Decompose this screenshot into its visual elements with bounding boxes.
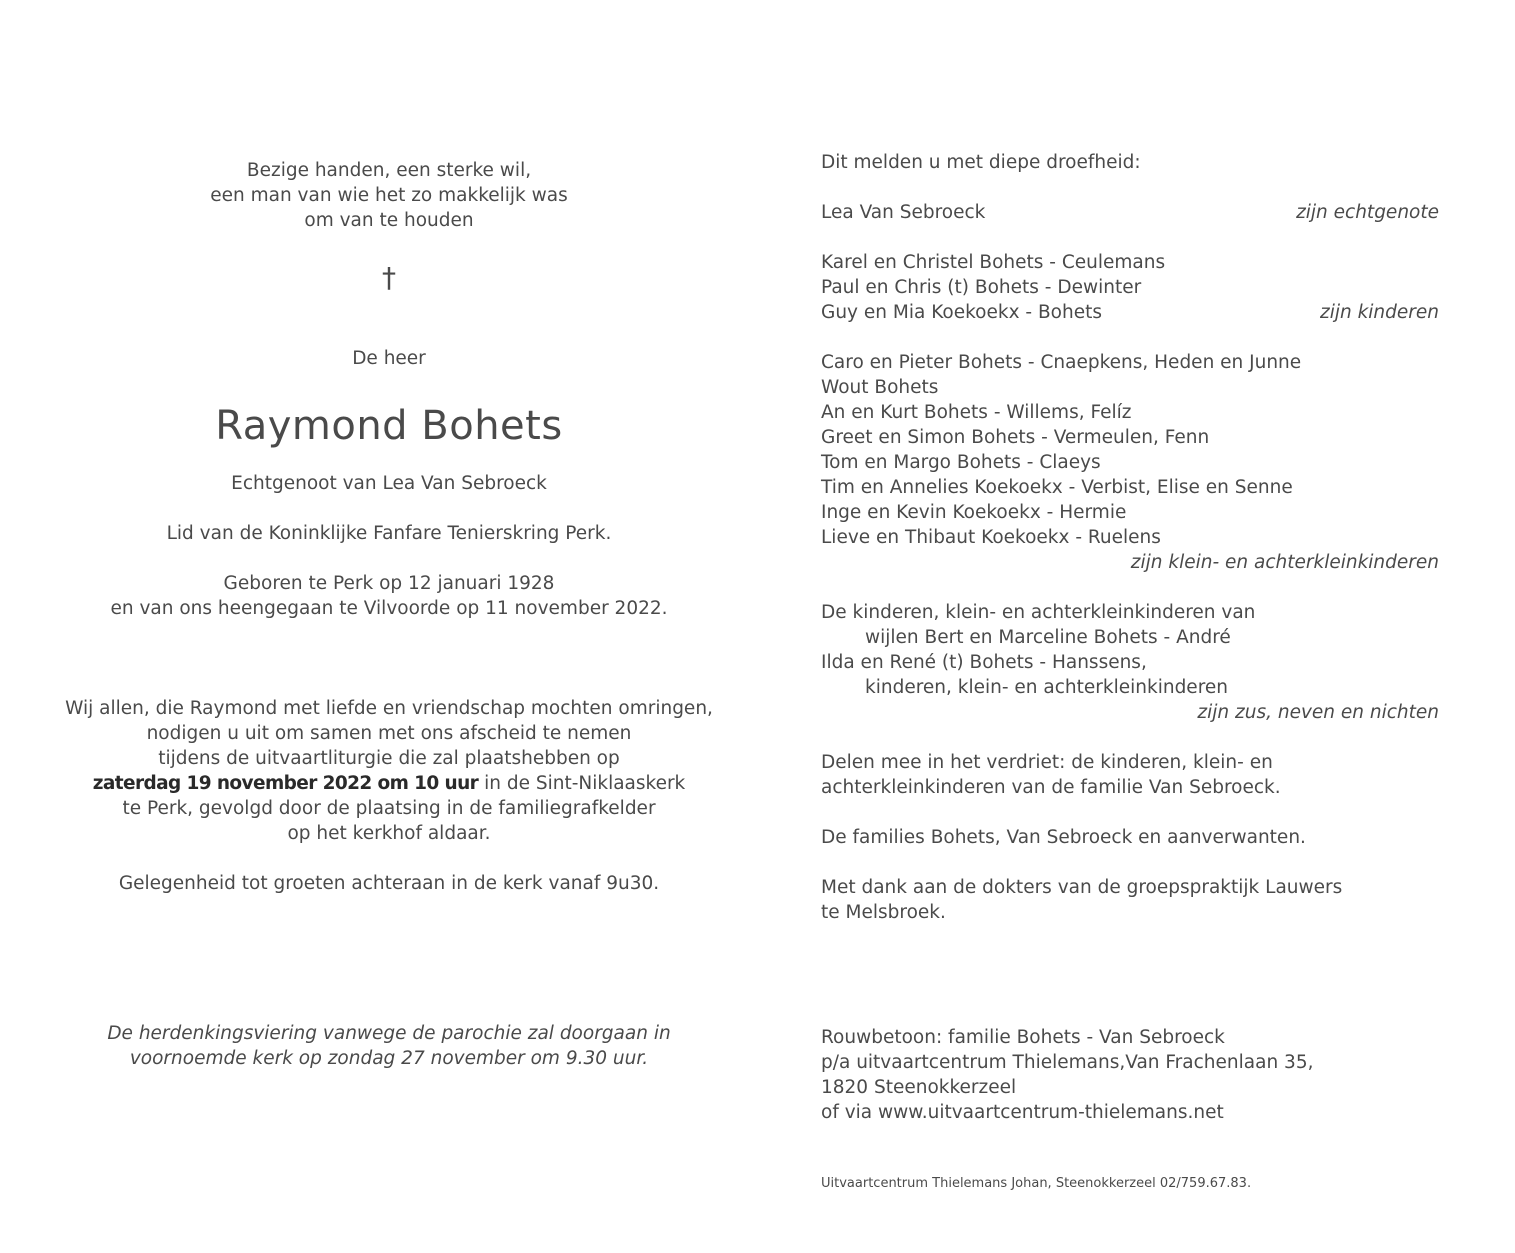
invitation-line: nodigen u uit om samen met ons afscheid te nemen	[146, 723, 632, 744]
children-role: zijn kinderen	[1319, 302, 1439, 323]
left-column	[20, 158, 758, 233]
condolence-line: 1820 Steenokkerzeel	[821, 1077, 1017, 1098]
name-wrap	[20, 402, 758, 450]
sibling-line: kinderen, klein- en achterkleinkinderen	[865, 677, 1228, 698]
grandchild-line: Wout Bohets	[821, 377, 939, 398]
invitation-line: te Perk, gevolgd door de plaatsing in de familiegrafkelder	[122, 798, 656, 819]
condolence-line: p/a uitvaartcentrum Thielemans,Van Frachenlaan 35,	[821, 1052, 1314, 1073]
child-line: Karel en Christel Bohets - Ceulemans	[821, 252, 1166, 273]
condolence-line: of via www.uitvaartcentrum-thielemans.net	[821, 1102, 1224, 1123]
invitation-line: Wij allen, die Raymond met liefde en vriendschap mochten omringen,	[65, 698, 713, 719]
deceased-name: Raymond Bohets	[215, 403, 563, 449]
sibling-line: Ilda en René (t) Bohets - Hanssens,	[821, 652, 1147, 673]
families-line: De families Bohets, Van Sebroeck en aanverwanten.	[821, 827, 1306, 848]
grandchild-line: An en Kurt Bohets - Willems, Felíz	[821, 402, 1132, 423]
spouse-name: Lea Van Sebroeck	[821, 202, 986, 223]
grandchild-line: Caro en Pieter Bohets - Cnaepkens, Heden en Junne	[821, 352, 1302, 373]
cross-icon: †	[382, 261, 396, 294]
poem-line: Bezige handen, een sterke wil,	[246, 160, 532, 181]
memorial-line: voornoemde kerk op zondag 27 november om 9.30 uur.	[129, 1048, 649, 1069]
thanks-line: Met dank aan de dokters van de groepspraktijk Lauwers	[821, 877, 1343, 898]
membership-line: Lid van de Koninklijke Fanfare Tenierskring Perk.	[166, 523, 612, 544]
bio-block	[20, 471, 758, 621]
grandchild-line: Tom en Margo Bohets - Claeys	[821, 452, 1101, 473]
title-wrap	[20, 346, 758, 371]
greeting-line: Gelegenheid tot groeten achteraan in de kerk vanaf 9u30.	[118, 873, 660, 894]
memorial-line: De herdenkingsviering vanwege de parochie zal doorgaan in	[107, 1023, 671, 1044]
grandchild-line: Tim en Annelies Koekoekx - Verbist, Elise en Senne	[821, 477, 1293, 498]
invitation-line: op het kerkhof aldaar.	[287, 823, 491, 844]
share-line: Delen mee in het verdriet: de kinderen, klein- en	[821, 752, 1273, 773]
funeral-home-footer: Uitvaartcentrum Thielemans Johan, Steenokkerzeel 02/759.67.83.	[821, 1176, 1252, 1191]
sibling-line: De kinderen, klein- en achterkleinkinderen van	[821, 602, 1256, 623]
funeral-date: zaterdag 19 november 2022 om 10 uur	[92, 773, 479, 794]
grandchild-line: Lieve en Thibaut Koekoekx - Ruelens	[821, 527, 1161, 548]
spouse-row	[821, 200, 1439, 225]
siblings-role: zijn zus, neven en nichten	[1197, 702, 1439, 723]
invitation-line	[20, 771, 758, 796]
right-column	[821, 150, 1439, 925]
grandchild-line: Inge en Kevin Koekoekx - Hermie	[821, 502, 1127, 523]
grandchildren-role: zijn klein- en achterkleinkinderen	[1130, 552, 1439, 573]
footer-block	[821, 1176, 1439, 1192]
memorial-block	[20, 1021, 758, 1071]
birth-line: Geboren te Perk op 12 januari 1928	[223, 573, 555, 594]
condolence-line: Rouwbetoon: familie Bohets - Van Sebroeck	[821, 1027, 1225, 1048]
poem-line: om van te houden	[304, 210, 474, 231]
death-line: en van ons heengegaan te Vilvoorde op 11 november 2022.	[110, 598, 668, 619]
cross-wrap	[20, 263, 758, 293]
spouse-line: Echtgenoot van Lea Van Sebroeck	[231, 473, 547, 494]
condolence-block	[821, 1025, 1439, 1125]
honorific: De heer	[352, 348, 426, 369]
church-text: in de Sint-Niklaaskerk	[478, 773, 686, 794]
child-row	[821, 300, 1439, 325]
invitation-line: tijdens de uitvaartliturgie die zal plaatshebben op	[158, 748, 620, 769]
sibling-line: wijlen Bert en Marceline Bohets - André	[865, 627, 1231, 648]
invitation-block	[20, 696, 758, 896]
spouse-role: zijn echtgenote	[1296, 202, 1439, 223]
grandchild-line: Greet en Simon Bohets - Vermeulen, Fenn	[821, 427, 1210, 448]
intro-line: Dit melden u met diepe droefheid:	[821, 152, 1141, 173]
child-line: Guy en Mia Koekoekx - Bohets	[821, 302, 1102, 323]
child-line: Paul en Chris (t) Bohets - Dewinter	[821, 277, 1142, 298]
poem-line: een man van wie het zo makkelijk was	[210, 185, 568, 206]
thanks-line: te Melsbroek.	[821, 902, 946, 923]
share-line: achterkleinkinderen van de familie Van Sebroeck.	[821, 777, 1281, 798]
